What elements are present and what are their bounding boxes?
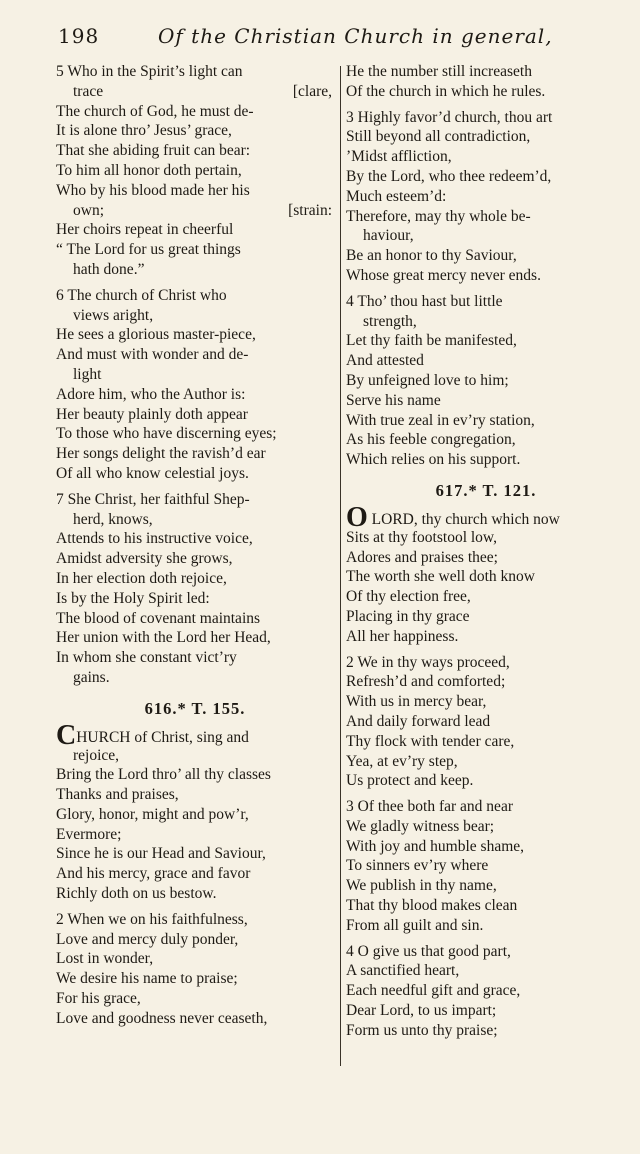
running-title: Of the Christian Church in general, [158,24,553,48]
verse-line: Richly doth on us bestow. [56,885,217,903]
verse-line: And must with wonder and de- [56,346,249,364]
verse-line: Therefore, may thy whole be- [346,207,531,225]
verse-line: And his mercy, grace and favor [56,865,251,883]
verse-line: That she abiding fruit can bear: [56,142,251,160]
right-column [346,62,626,1041]
verse-line-carry: [strain: [288,201,332,219]
verse-line: To sinners ev’ry where [346,857,489,875]
verse-line: A sanctified heart, [346,962,460,980]
verse-line: Us protect and keep. [346,772,474,790]
verse-line: By the Lord, who thee redeem’d, [346,167,552,185]
verse-line: It is alone thro’ Jesus’ grace, [56,122,232,140]
left-column [56,62,334,1029]
verse-line: 3 Of thee both far and near [346,798,513,816]
verse-line: Of the church in which he rules. [346,82,546,100]
verse-line: own; [73,201,104,219]
verse-line: The worth she well doth know [346,568,535,586]
verse-line: Amidst adversity she grows, [56,550,233,568]
verse-line: Yea, at ev’ry step, [346,752,458,770]
verse-line: 2 We in thy ways proceed, [346,653,510,671]
drop-cap: O [346,501,368,533]
verse-line: With true zeal in ev’ry station, [346,411,535,429]
first-line-rest: of Christ, sing and [130,728,249,746]
verse-line: Of thy election free, [346,588,471,606]
verse-line: Be an honor to thy Saviour, [346,247,517,265]
verse-line: trace [73,82,104,100]
verse-line: In her election doth rejoice, [56,569,227,587]
verse-line: To those who have discerning eyes; [56,425,277,443]
verse-line-first [346,501,626,533]
verse-line: 3 Highly favor’d church, thou art [346,108,553,126]
verse-line: Her choirs repeat in cheerful [56,221,234,239]
verse-line: Love and mercy duly ponder, [56,930,239,948]
verse-line: Lost in wonder, [56,950,154,968]
verse-line: Love and goodness never ceaseth, [56,1009,268,1027]
verse-line: Attends to his instructive voice, [56,530,253,548]
verse-line: Thanks and praises, [56,786,179,804]
stanza-6 [56,286,334,484]
verse-line: All her happiness. [346,627,459,645]
hymn-617-heading: 617.* T. 121. [435,480,537,500]
verse-line: Each needful gift and grace, [346,982,521,1000]
verse-line-pair [56,201,334,221]
continuation [346,62,626,102]
verse-line: And daily forward lead [346,712,491,730]
verse-line: Thy flock with tender care, [346,732,515,750]
verse-line: Much esteem’d: [346,187,447,205]
verse-line: Which relies on his support. [346,451,521,469]
verse-line: Form us unto thy praise; [346,1021,498,1039]
hymn-617 [346,501,626,1041]
verse-line: Evermore; [56,825,122,843]
verse-line: The blood of covenant maintains [56,609,261,627]
verse-line: Adores and praises thee; [346,548,498,566]
verse-line: 7 She Christ, her faithful Shep- [56,490,250,508]
verse-line: Let thy faith be manifested, [346,332,517,350]
verse-line: “ The Lord for us great things [56,241,241,259]
verse-line: Who by his blood made her his [56,181,250,199]
verse-line: For his grace, [56,990,141,1008]
first-word-rest: LORD, [367,510,418,528]
verse-line: herd, knows, [73,510,153,528]
verse-line: Her union with the Lord her Head, [56,629,271,647]
verse-line: He the number still increaseth [346,63,532,80]
verse-line: strength, [363,312,417,330]
verse-line: gains. [73,668,110,686]
verse-line: Whose great mercy never ends. [346,266,541,284]
verse-line: Sits at thy footstool low, [346,528,497,546]
verse-line: Refresh’d and comforted; [346,673,506,691]
verse-line: Her songs delight the ravish’d ear [56,445,266,463]
verse-line: Glory, honor, might and pow’r, [56,805,249,823]
verse-line: Dear Lord, to us impart; [346,1002,497,1020]
hymn-616-heading: 616.* T. 155. [144,698,246,718]
verse-line: Still beyond all contradiction, [346,128,531,146]
verse-line: To him all honor doth pertain, [56,161,242,179]
first-word-rest: HURCH [76,728,131,746]
verse-line-carry: [clare, [292,82,332,100]
hymn-616 [56,719,334,1029]
column-divider [340,66,341,1066]
verse-line: We desire his name to praise; [56,970,238,988]
verse-line: light [73,365,102,383]
stanza-5 [56,62,334,280]
verse-line: With us in mercy bear, [346,693,487,711]
verse-line: In whom she constant vict’ry [56,649,237,667]
page-number: 198 [58,24,100,48]
verse-line: Placing in thy grace [346,607,470,625]
drop-cap: C [56,719,77,751]
verse-line: As his feeble congregation, [346,431,516,449]
verse-line: 2 When we on his faithfulness, [56,910,248,928]
verse-line: The church of God, he must de- [56,102,254,120]
stanza-7 [56,490,334,688]
verse-line-pair [56,82,334,102]
verse-line: With joy and humble shame, [346,837,525,855]
stanza-3 [346,108,626,286]
verse-line: ’Midst affliction, [346,148,452,166]
verse-line: That thy blood makes clean [346,897,518,915]
stanza-4 [346,292,626,470]
verse-line: Adore him, who the Author is: [56,385,246,403]
verse-line: Is by the Holy Spirit led: [56,589,210,607]
verse-line: Of all who know celestial joys. [56,464,249,482]
page-header [58,24,618,54]
verse-line: From all guilt and sin. [346,916,484,934]
verse-line: rejoice, [73,746,120,764]
verse-line: 4 O give us that good part, [346,942,511,960]
verse-line: By unfeigned love to him; [346,371,509,389]
verse-line: Since he is our Head and Saviour, [56,845,266,863]
verse-line: 4 Tho’ thou hast but little [346,292,503,310]
verse-line: We publish in thy name, [346,877,497,895]
verse-line: Serve his name [346,391,441,409]
verse-line: hath done.” [73,260,145,278]
verse-line: And attested [346,352,424,370]
first-line-rest: thy church which now [417,510,560,528]
verse-line: haviour, [363,227,414,245]
verse-line: Bring the Lord thro’ all thy classes [56,766,271,784]
verse-line: 5 Who in the Spirit’s light can [56,63,243,80]
verse-line-first [56,719,334,751]
verse-line: We gladly witness bear; [346,817,495,835]
verse-line: He sees a glorious master-piece, [56,326,256,344]
verse-line: Her beauty plainly doth appear [56,405,248,423]
verse-line: views aright, [73,306,154,324]
verse-line: 6 The church of Christ who [56,286,227,304]
